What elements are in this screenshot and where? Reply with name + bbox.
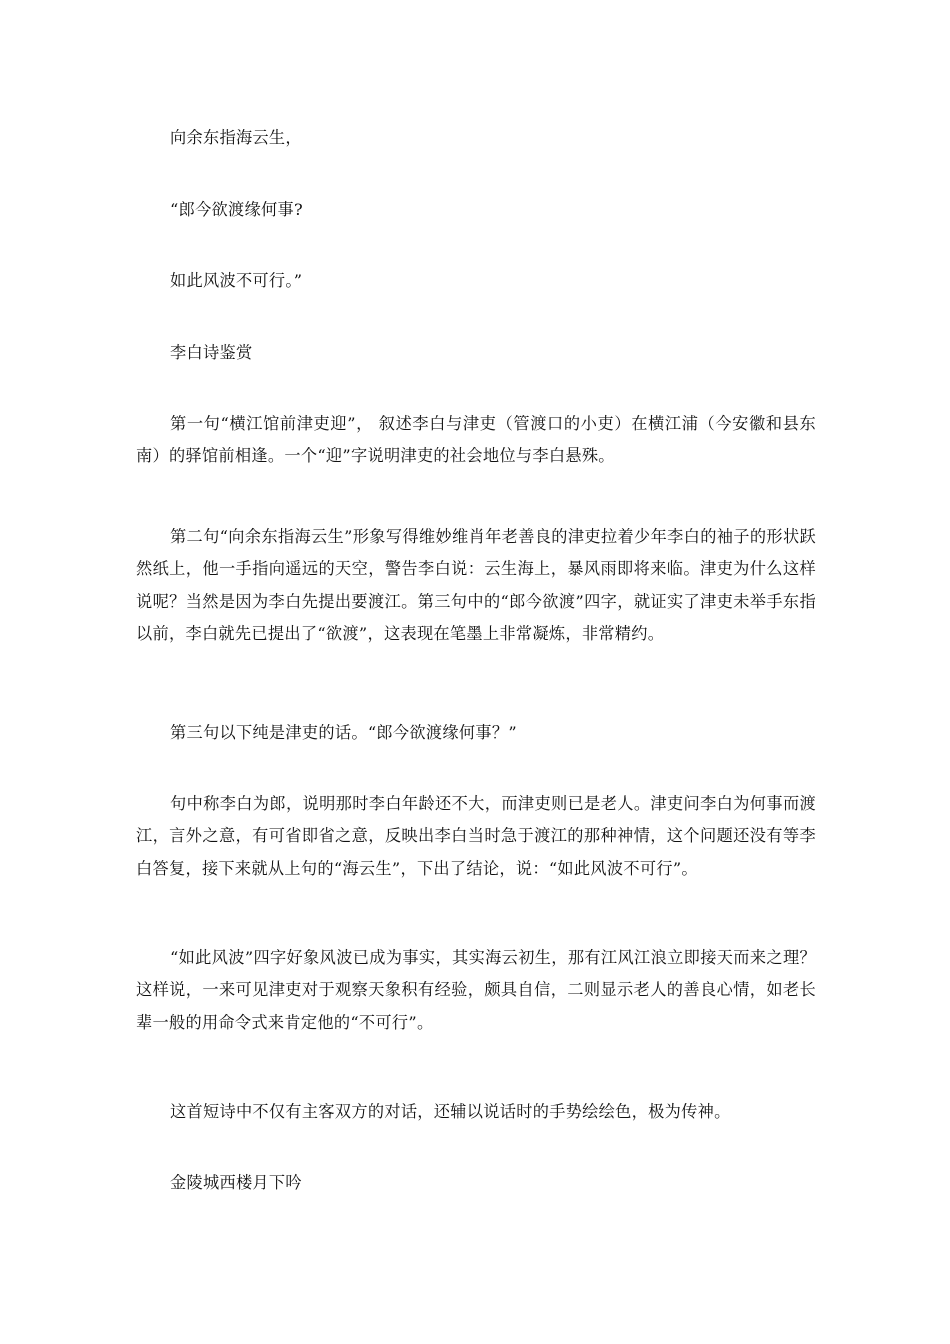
commentary-paragraph-6: 这首短诗中不仅有主客双方的对话，还辅以说话时的手势绘绘色，极为传神。 — [170, 1102, 731, 1121]
commentary-paragraph-3: 第三句以下纯是津吏的话。“郎今欲渡缘何事？” — [170, 723, 517, 742]
commentary-paragraph-5: “如此风波”四字好象风波已成为事实，其实海云初生，那有江风江浪立即接天而来之理？这样说，一来可见津吏对于观察天象积有经验，颇具自信，二则显示老人的善良心情，如老长辈一般的用命令式来肯定他的“不可行”。 — [136, 948, 816, 1032]
poem-line-2: “郎今欲渡缘何事? — [170, 200, 303, 219]
poem-line-3: 如此风波不可行。” — [170, 271, 303, 290]
commentary-paragraph-2: 第二句“向余东指海云生”形象写得维妙维肖年老善良的津吏拉着少年李白的袖子的形状跃然纸上，他一手指向遥远的天空，警告李白说：云生海上，暴风雨即将来临。津吏为什么这样说呢？当然是因为李白先提出要渡江。第三句中的“郎今欲渡”四字，就证实了津吏未举手东指以前，李白就先已提出了“欲渡”，这表现在笔墨上非常凝炼，非常精约。 — [136, 527, 816, 644]
commentary-paragraph-4: 句中称李白为郎，说明那时李白年龄还不大，而津吏则已是老人。津吏问李白为何事而渡江，言外之意，有可省即省之意，反映出李白当时急于渡江的那种神情，这个问题还没有等李白答复，接下来就从上句的“海云生”，下出了结论，说：“如此风波不可行”。 — [136, 794, 816, 878]
commentary-paragraph-1: 第一句“横江馆前津吏迎”， 叙述李白与津吏（管渡口的小吏）在横江浦（今安徽和县东南）的驿馆前相逢。一个“迎”字说明津吏的社会地位与李白悬殊。 — [136, 414, 816, 466]
section-heading-appreciation: 李白诗鉴赏 — [170, 343, 253, 362]
next-poem-title: 金陵城西楼月下吟 — [170, 1173, 302, 1192]
poem-line-1: 向余东指海云生， — [170, 128, 302, 147]
